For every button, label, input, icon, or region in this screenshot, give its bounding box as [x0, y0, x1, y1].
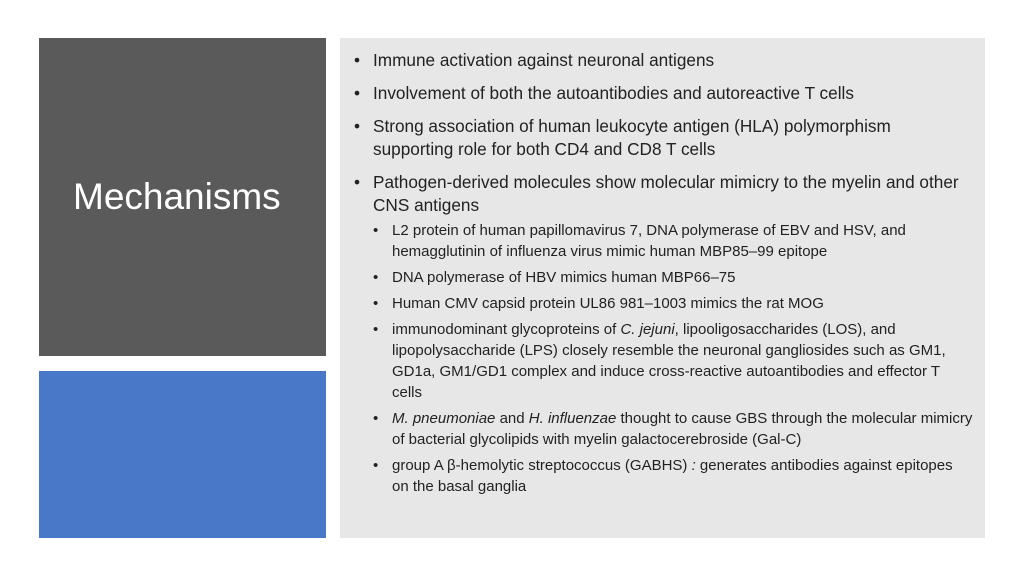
bullet-item — [354, 49, 973, 72]
sub-bullet-item — [373, 408, 973, 450]
bullet-dot-icon: • — [373, 321, 379, 338]
sub-bullet-item — [373, 455, 973, 497]
sub-bullet-text: Human CMV capsid protein UL86 981–1003 mimics the rat MOG — [392, 295, 824, 312]
bullet-dot-icon: • — [373, 222, 379, 239]
bullet-text: Involvement of both the autoantibodies and autoreactive T cells — [373, 83, 854, 103]
sub-bullet-item — [373, 293, 973, 314]
sub-bullet-text-post: , lipooligosaccharides (LOS), and lipopolysaccharide (LPS) closely resemble the neuronal gangliosides such as GM1, GD1a, GM1/GD1 complex and induce cross-reactive autoantibodies and effector T cells — [392, 321, 946, 401]
bullet-dot-icon: • — [354, 83, 361, 103]
organism-name: H. influenzae — [528, 410, 617, 427]
bullet-dot-icon: • — [373, 295, 379, 312]
bullet-list — [354, 49, 973, 497]
bullet-dot-icon: • — [373, 269, 379, 286]
slide-title: Mechanisms — [73, 176, 281, 217]
bullet-item — [354, 82, 973, 105]
organism-name: C. jejuni — [620, 321, 675, 338]
sub-bullet-text-post: generates antibodies against epitopes on the basal ganglia — [392, 457, 953, 495]
bullet-dot-icon: • — [373, 457, 379, 474]
bullet-dot-icon: • — [354, 50, 361, 70]
bullet-dot-icon: • — [354, 172, 361, 192]
colon-separator: : — [691, 457, 696, 474]
title-panel — [39, 38, 326, 356]
bullet-dot-icon: • — [354, 116, 361, 136]
sub-bullet-item — [373, 220, 973, 262]
sub-bullet-text-pre: immunodominant glycoproteins of — [392, 321, 621, 338]
sub-bullet-text-mid: and — [495, 410, 529, 427]
organism-name: M. pneumoniae — [392, 410, 496, 427]
bullet-item — [354, 115, 973, 161]
sub-bullet-text-post: thought to cause GBS through the molecular mimicry of bacterial glycolipids with myelin galactocerebroside (Gal-C) — [392, 410, 973, 448]
sub-bullet-text: DNA polymerase of HBV mimics human MBP66–75 — [392, 269, 736, 286]
sub-bullet-text: L2 protein of human papillomavirus 7, DNA polymerase of EBV and HSV, and hemagglutinin of influenza virus mimic human MBP85–99 epitope — [392, 222, 906, 260]
bullet-text: Strong association of human leukocyte antigen (HLA) polymorphism supporting role for both CD4 and CD8 T cells — [373, 116, 891, 159]
bullet-dot-icon: • — [373, 410, 379, 427]
bullet-text: Pathogen-derived molecules show molecular mimicry to the myelin and other CNS antigens — [373, 172, 959, 215]
sub-bullet-item — [373, 267, 973, 288]
content-panel — [340, 38, 985, 538]
sub-bullet-text-pre: group A β-hemolytic streptococcus (GABHS) — [392, 457, 692, 474]
bullet-item — [354, 171, 973, 497]
sub-bullet-item — [373, 319, 973, 403]
sub-bullet-list — [373, 220, 973, 497]
bullet-text: Immune activation against neuronal antigens — [373, 50, 715, 70]
blue-accent-panel — [39, 371, 326, 538]
